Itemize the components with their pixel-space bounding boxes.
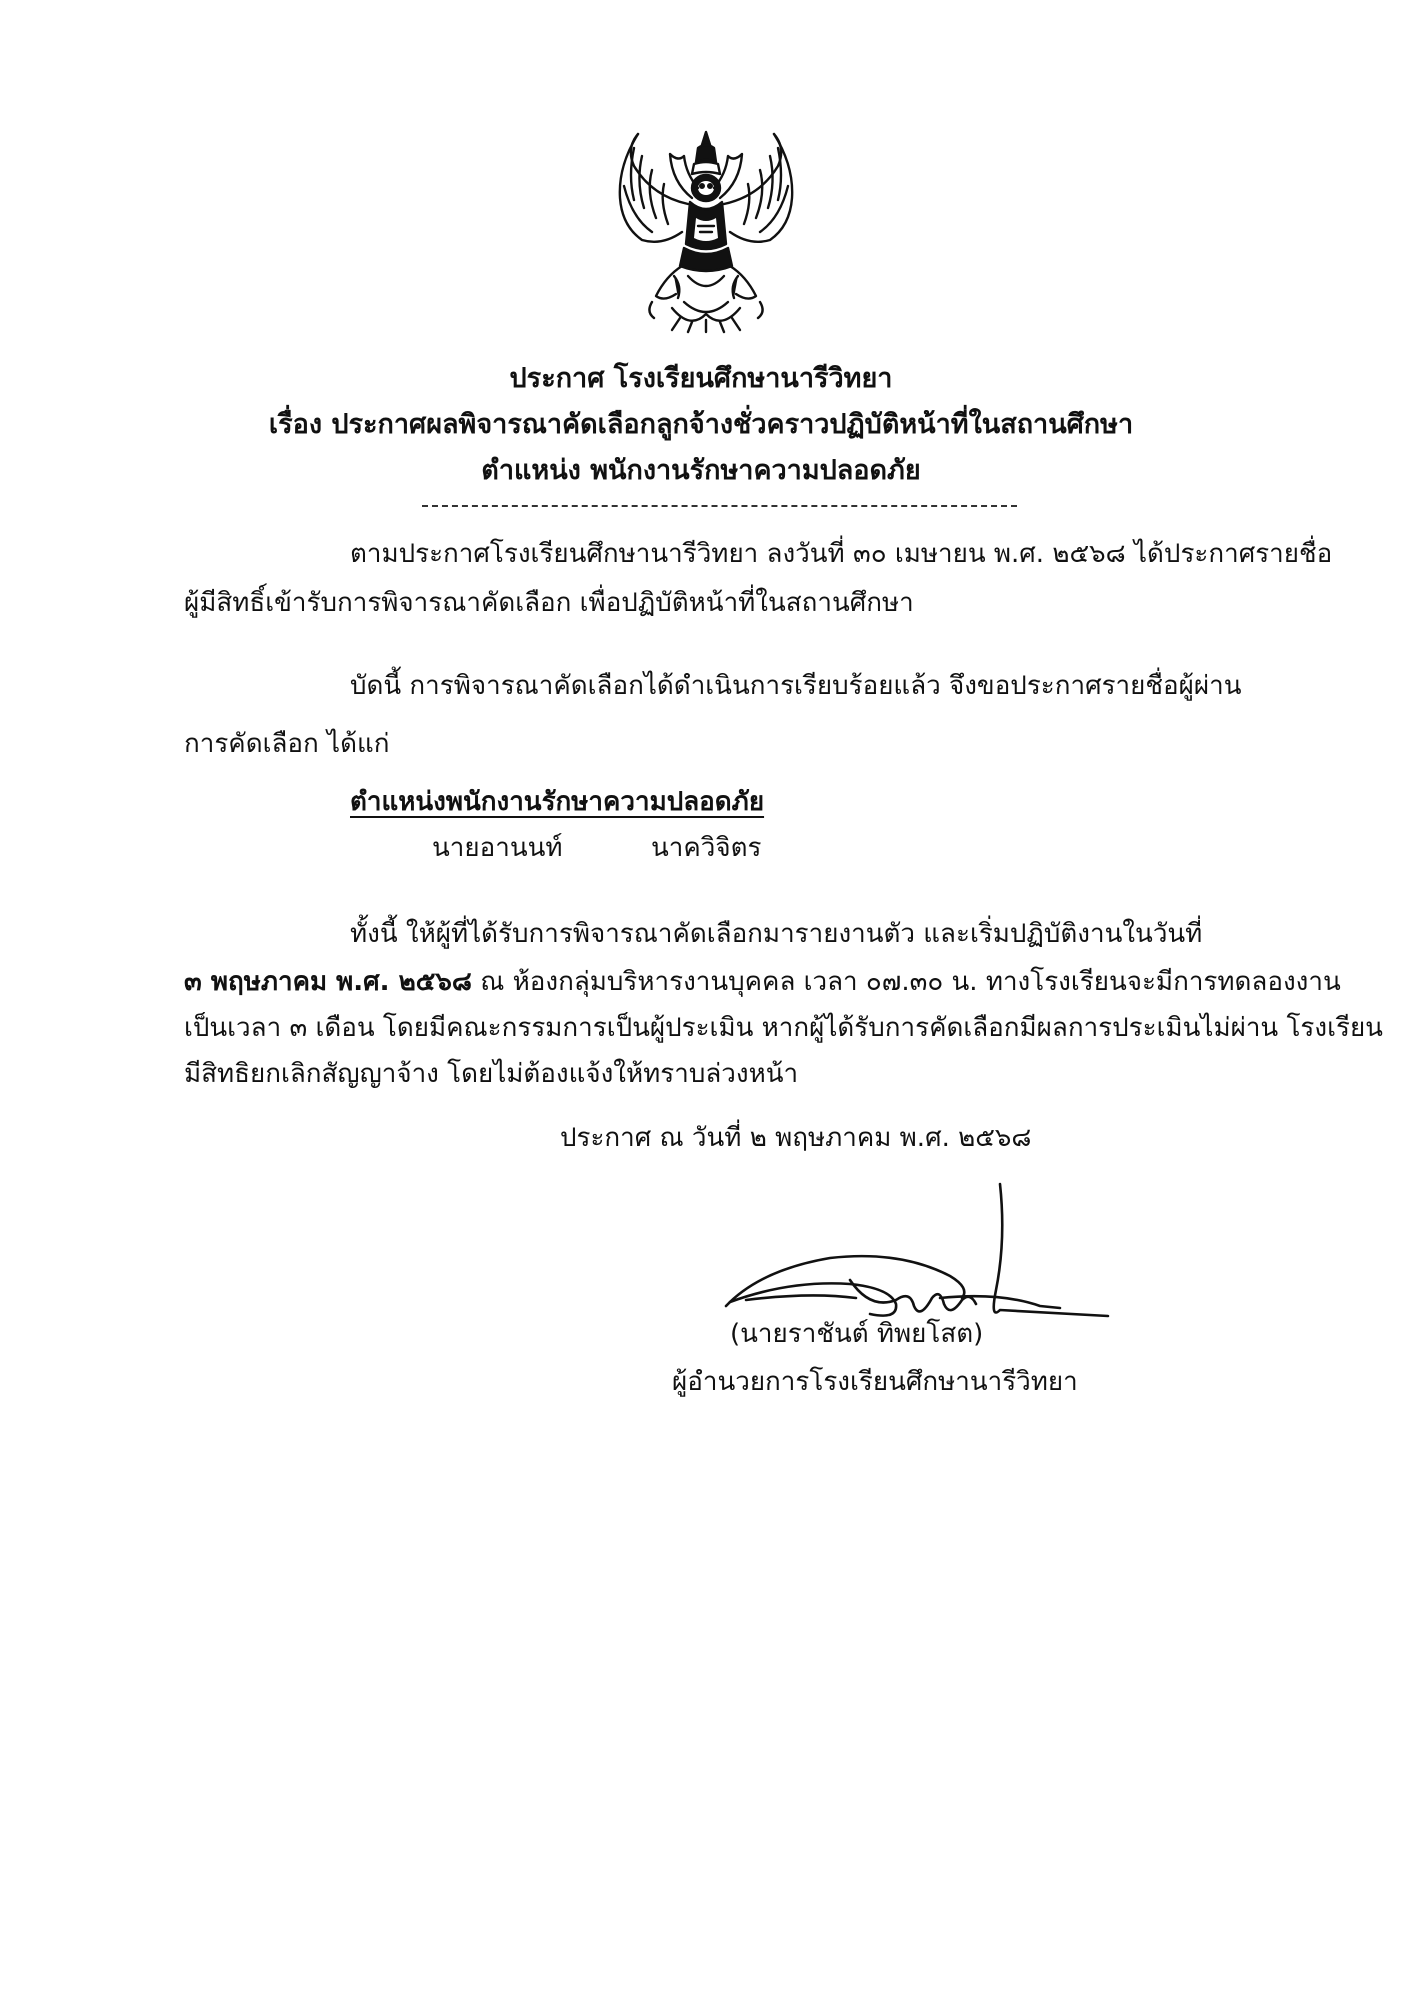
paragraph-3-line-1: ทั้งนี้ ให้ผู้ที่ได้รับการพิจารณาคัดเลือกมารายงานตัว และเริ่มปฏิบัติงานในวันที่ <box>350 919 1203 949</box>
paragraph-3-line-4: มีสิทธิยกเลิกสัญญาจ้าง โดยไม่ต้องแจ้งให้ทราบล่วงหน้า <box>184 1059 799 1089</box>
subject-line: เรื่อง ประกาศผลพิจารณาคัดเลือกลูกจ้างชั่วคราวปฏิบัติหน้าที่ในสถานศึกษา <box>268 409 1134 440</box>
selected-first-name: นายอานนท์ <box>432 833 563 863</box>
signer-title: ผู้อำนวยการโรงเรียนศึกษานารีวิทยา <box>672 1367 1078 1397</box>
report-location-time: ณ ห้องกลุ่มบริหารงานบุคคล เวลา ๐๗.๓๐ น. ทางโรงเรียนจะมีการทดลองงาน <box>472 967 1341 997</box>
announcement-date: ประกาศ ณ วันที่ ๒ พฤษภาคม พ.ศ. ๒๕๖๘ <box>560 1123 1032 1153</box>
paragraph-2-line-1: บัดนี้ การพิจารณาคัดเลือกได้ดำเนินการเรียบร้อยแล้ว จึงขอประกาศรายชื่อผู้ผ่าน <box>350 671 1242 701</box>
divider <box>422 505 1017 507</box>
paragraph-1-line-1: ตามประกาศโรงเรียนศึกษานารีวิทยา ลงวันที่ ๓๐ เมษายน พ.ศ. ๒๕๖๘ ได้ประกาศรายชื่อ <box>350 539 1333 569</box>
paragraph-3-line-2 <box>184 964 1341 1000</box>
paragraph-3-line-3: เป็นเวลา ๓ เดือน โดยมีคณะกรรมการเป็นผู้ประเมิน หากผู้ได้รับการคัดเลือกมีผลการประเมินไม่ผ่าน โรงเรียน <box>184 1013 1383 1043</box>
paragraph-1-line-2: ผู้มีสิทธิ์เข้ารับการพิจารณาคัดเลือก เพื่อปฏิบัติหน้าที่ในสถานศึกษา <box>184 588 914 618</box>
garuda-emblem-icon <box>612 126 800 336</box>
paragraph-2-line-2: การคัดเลือก ได้แก่ <box>184 729 390 759</box>
selected-last-name: นาควิจิตร <box>651 833 762 863</box>
position-title: ตำแหน่ง พนักงานรักษาความปลอดภัย <box>481 455 921 486</box>
start-date: ๓ พฤษภาคม พ.ศ. ๒๕๖๘ <box>184 967 472 997</box>
position-heading: ตำแหน่งพนักงานรักษาความปลอดภัย <box>350 787 765 817</box>
signer-name: (นายราชันต์ ทิพยโสต) <box>730 1319 984 1349</box>
announcement-heading: ประกาศ โรงเรียนศึกษานารีวิทยา <box>509 363 893 394</box>
